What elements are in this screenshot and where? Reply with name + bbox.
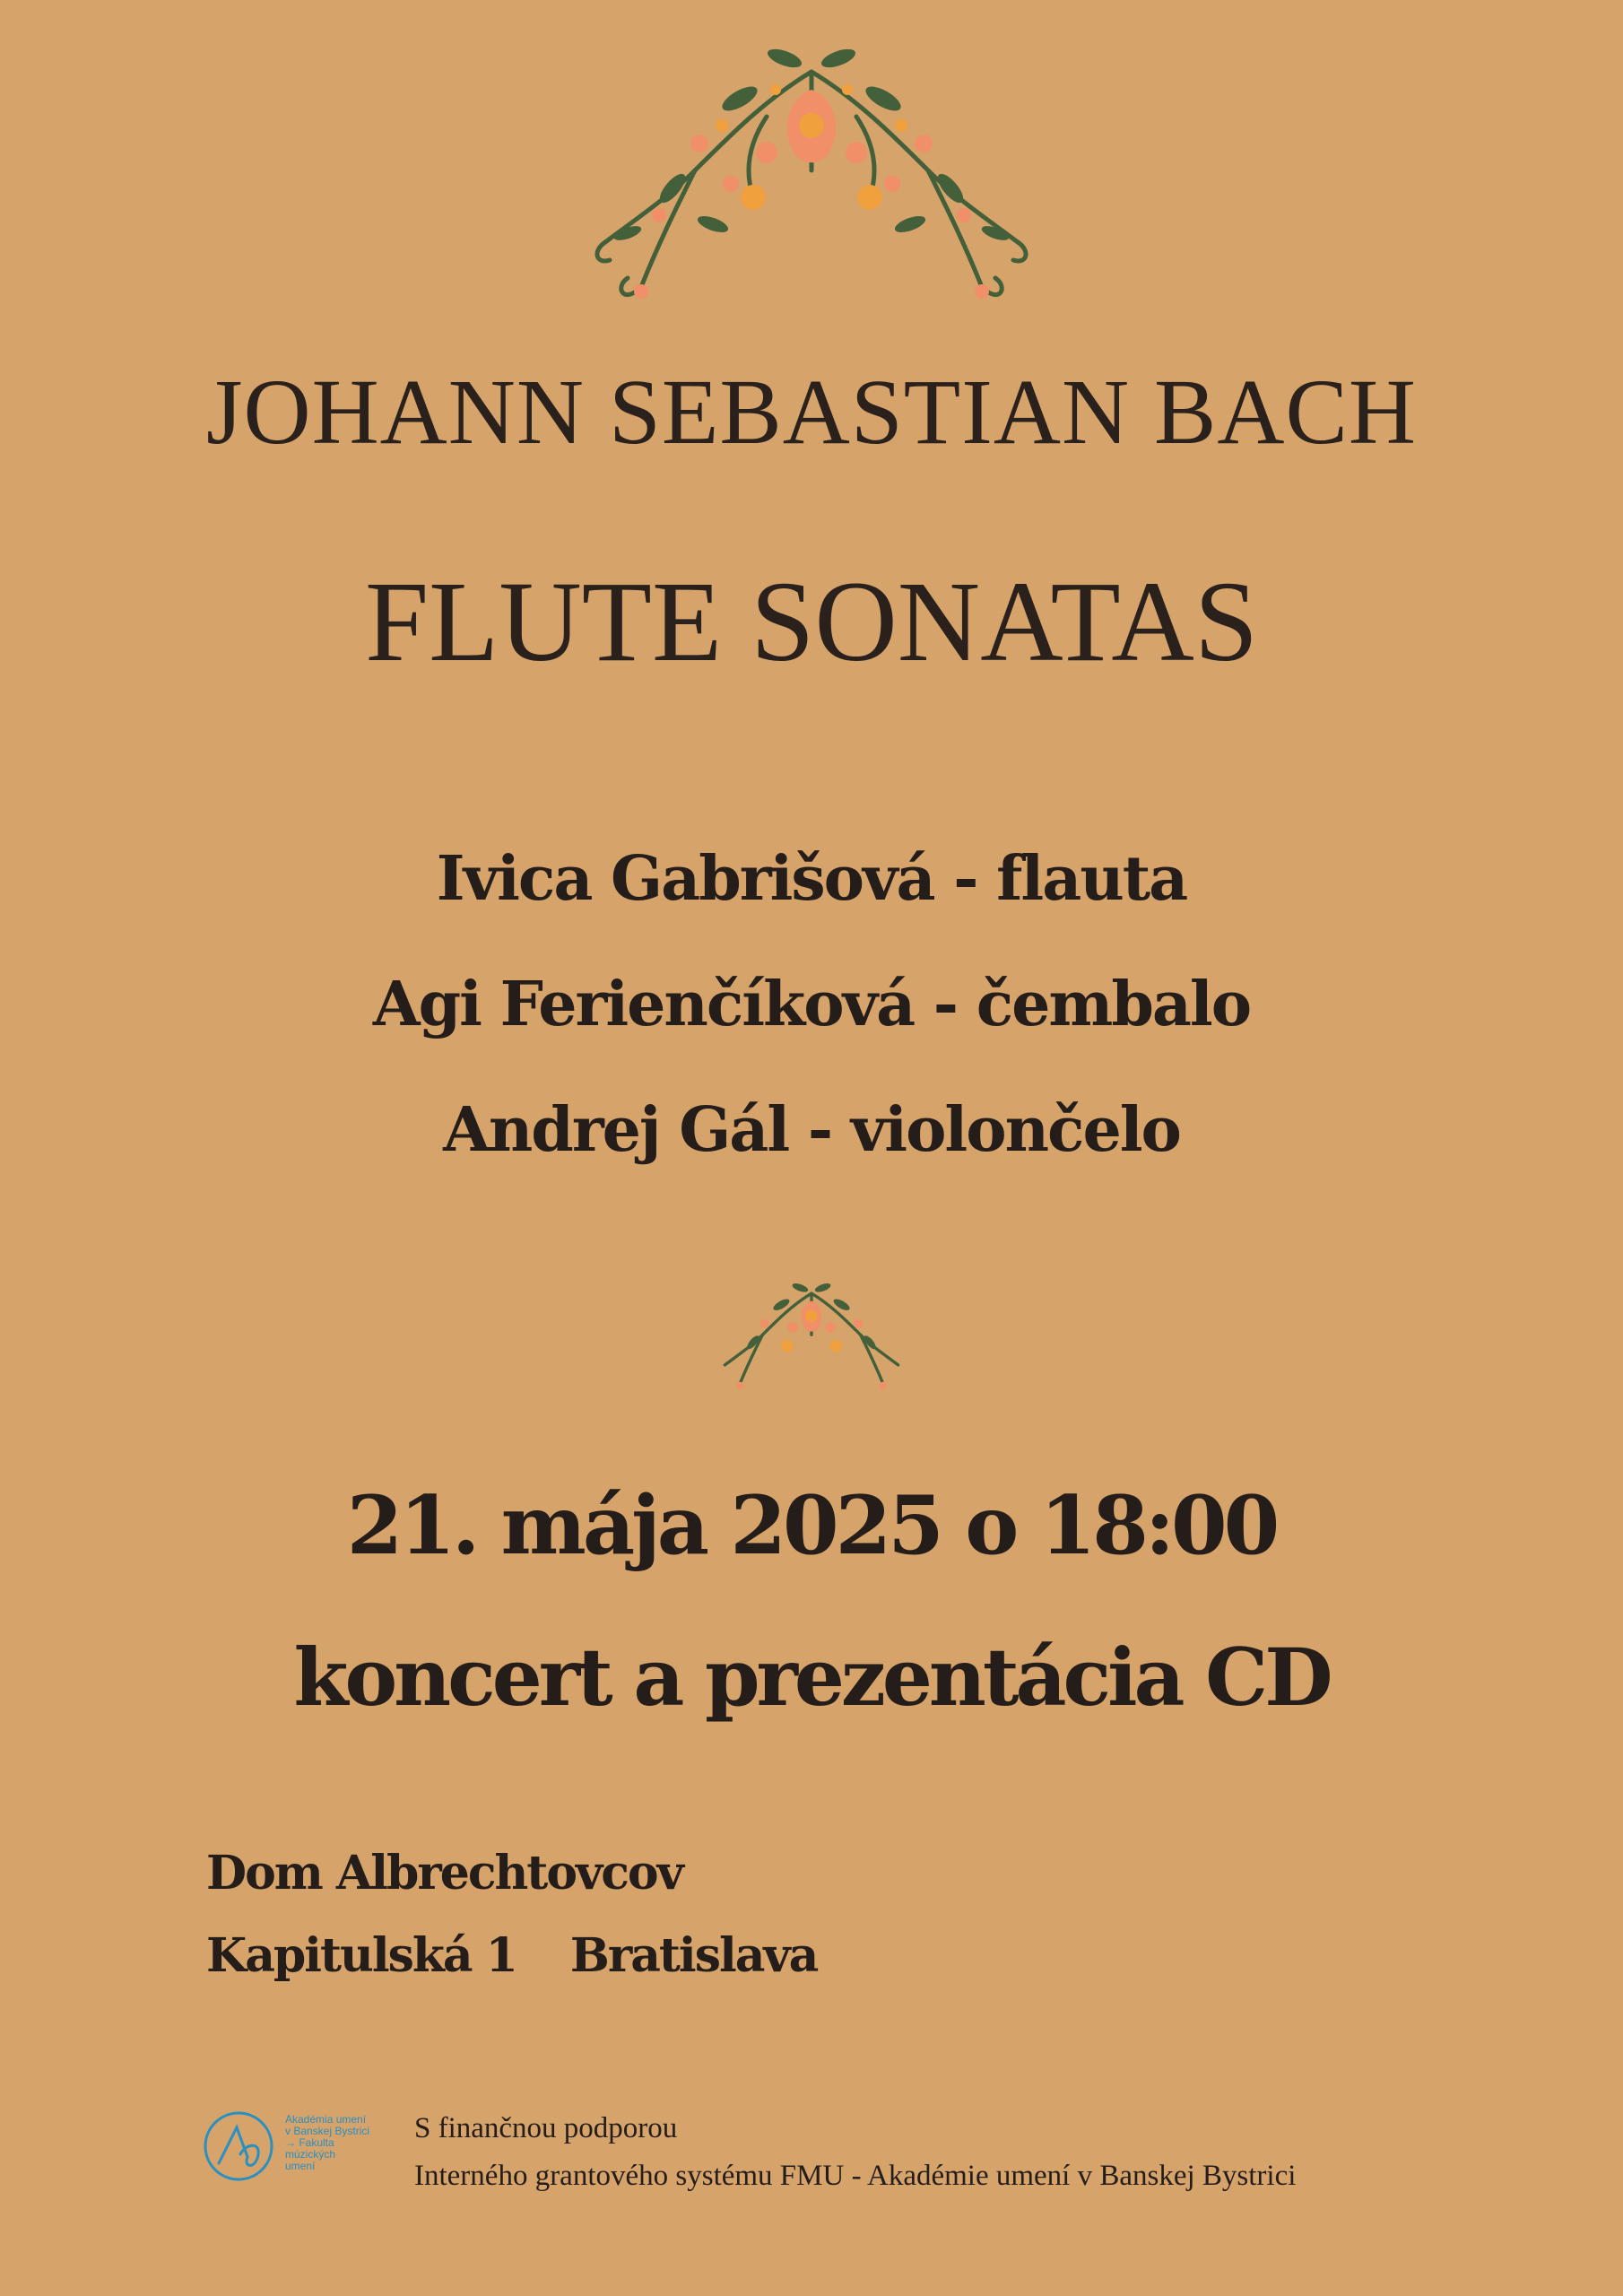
logo-line: Akadémia umení: [285, 2113, 367, 2126]
academy-logo-text: [285, 2114, 393, 2172]
support-line-1: S finančnou podporou: [414, 2112, 678, 2144]
floral-ornament-top: [587, 36, 1036, 323]
venue-address: [206, 1928, 817, 1983]
performer-flute: Ivica Gabrišová - flauta: [436, 843, 1187, 915]
concert-date: 21. mája 2025 o 18:00: [346, 1478, 1277, 1573]
support-line-2: Interného grantového systému FMU - Akadémie umení v Banskej Bystrici: [414, 2160, 1297, 2192]
logo-line: umení: [285, 2160, 316, 2172]
composer-title: JOHANN SEBASTIAN BACH: [206, 361, 1417, 464]
logo-line: v Banskej Bystrici: [285, 2125, 370, 2137]
event-description: koncert a prezentácia CD: [293, 1631, 1330, 1724]
logo-line: → Fakulta: [285, 2136, 334, 2149]
performer-harpsichord: Agi Ferienčíková - čembalo: [372, 969, 1251, 1040]
venue-name: Dom Albrechtovcov: [206, 1846, 682, 1900]
performer-cello: Andrej Gál - violončelo: [443, 1094, 1180, 1166]
venue-street: Kapitulská 1: [206, 1928, 516, 1983]
floral-ornament-middle: [717, 1278, 906, 1399]
logo-line: múzických: [285, 2148, 336, 2161]
work-title: FLUTE SONATAS: [364, 558, 1259, 685]
venue-city: Bratislava: [569, 1928, 818, 1983]
